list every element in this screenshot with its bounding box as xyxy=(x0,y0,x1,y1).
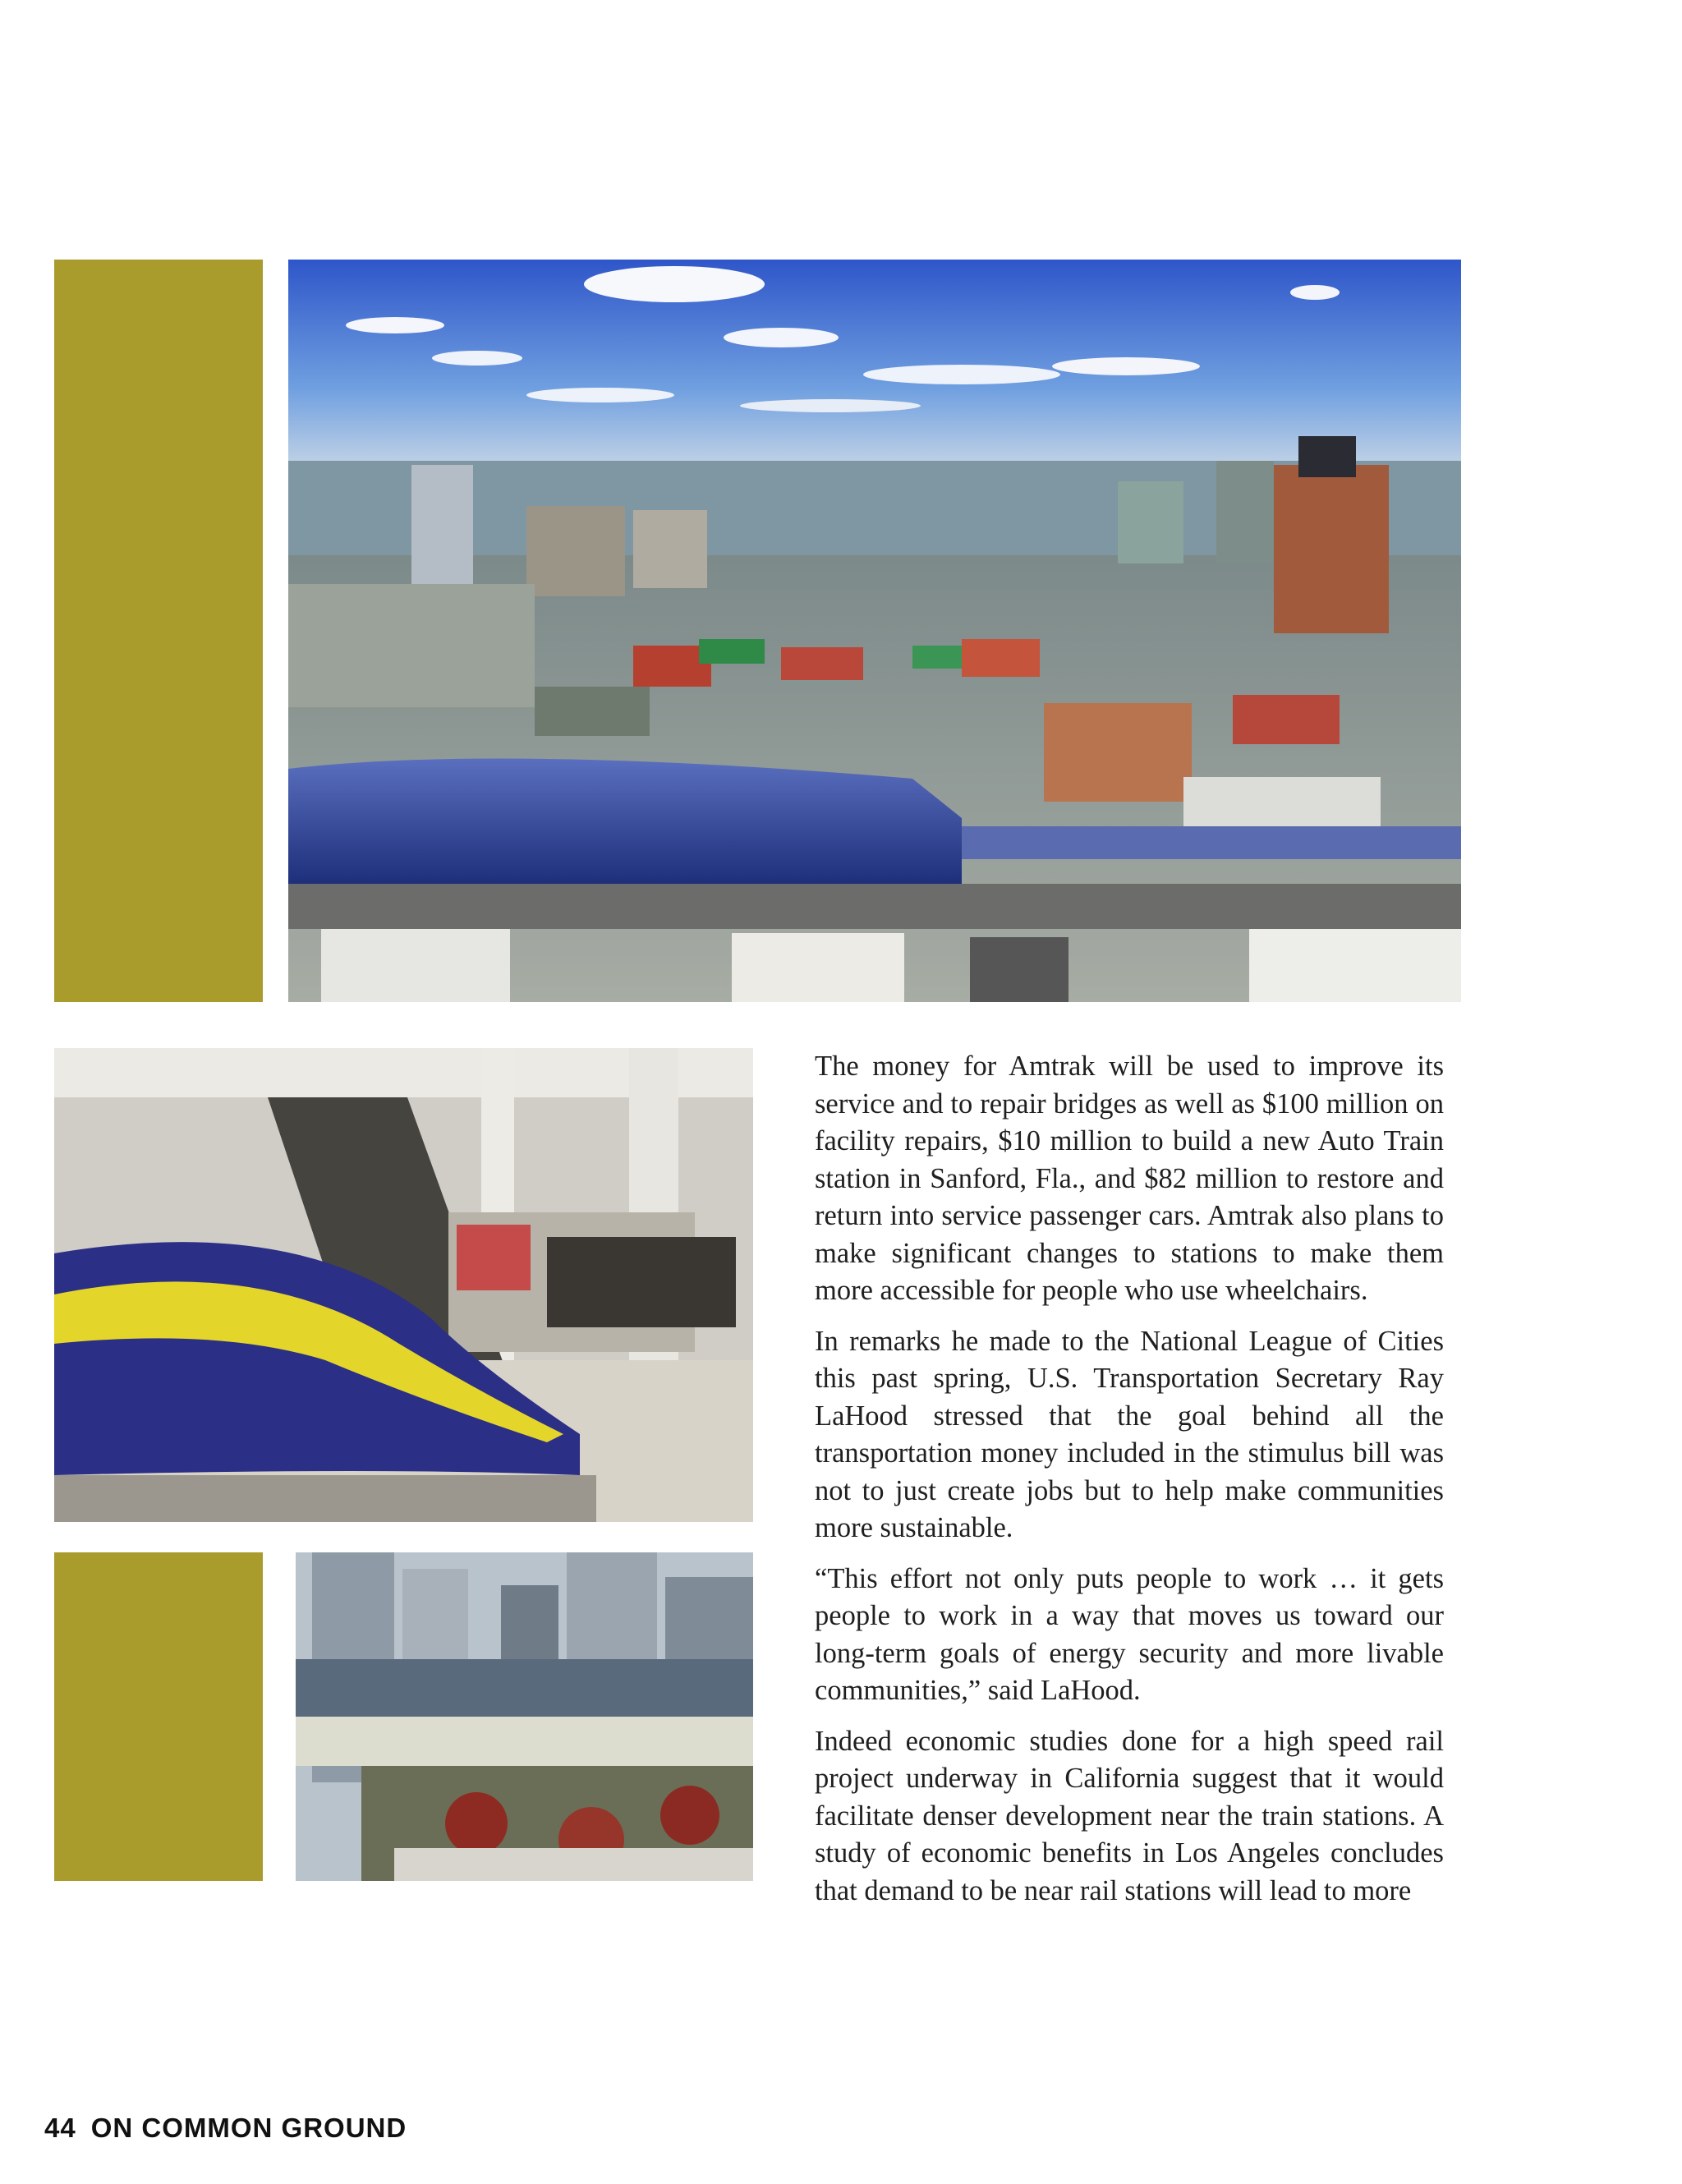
high-speed-train-rendering xyxy=(54,1048,753,1522)
accent-block-top xyxy=(54,260,263,1002)
accent-block-bottom xyxy=(54,1552,263,1881)
aerial-city-rendering xyxy=(288,260,1461,1002)
article-paragraph-1: The money for Amtrak will be used to improve its service and to repair bridges as well as $100 million on facility repairs, $10 million to build a new Auto Train station in Sanford, Fla., and $82 million to restore and return into service passenger cars. Amtrak also plans to make significant changes to stations to make them more accessible for people who use wheelchairs. xyxy=(815,1051,1444,1306)
article-paragraph-3: “This effort not only puts people to work … it gets people to work in a way that moves us toward our long-term goals of energy security and more livable communities,” said LaHood. xyxy=(815,1562,1444,1706)
page-footer xyxy=(44,2113,407,2144)
page-number: 44 xyxy=(44,2113,76,2143)
article-paragraph-4: Indeed economic studies done for a high speed rail project underway in California suggest that it would facilitate denser development near the train stations. A study of economic benefits in Los Angeles concludes that demand to be near rail stations will lead to more xyxy=(815,1725,1444,1906)
publication-title: ON COMMON GROUND xyxy=(90,2113,407,2143)
downtown-station-rendering xyxy=(296,1552,753,1881)
article-body xyxy=(815,1048,1444,1923)
article-paragraph-2: In remarks he made to the National League of Cities this past spring, U.S. Transportation Secretary Ray LaHood stressed that the goal behind all the transportation money included in the stimulus bill was not to just create jobs but to help make communities more sustainable. xyxy=(815,1325,1444,1543)
